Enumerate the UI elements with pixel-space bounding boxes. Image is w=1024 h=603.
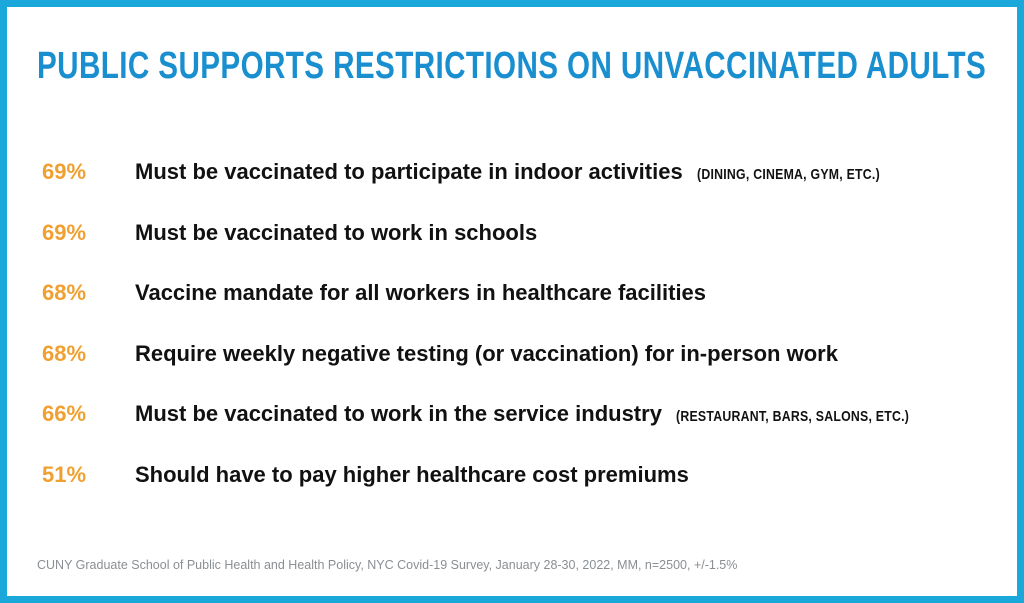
restriction-label [135,159,920,185]
restriction-text: Require weekly negative testing (or vaccination) for in-person work [135,340,838,366]
restriction-label [135,220,537,246]
restriction-text: Should have to pay higher healthcare cost premiums [135,461,689,487]
restriction-text: Vaccine mandate for all workers in healthcare facilities [135,280,707,305]
restriction-label [135,341,838,367]
percent-value: 51% [42,461,87,487]
restriction-text: Must be vaccinated to work in schools [135,219,538,245]
restriction-label [135,462,689,488]
restriction-label [135,280,706,306]
percent-value: 68% [42,280,87,305]
infographic-frame [7,7,1017,596]
percent-value: 66% [42,401,87,426]
restriction-text: Must be vaccinated to work in the service industry [135,401,662,426]
source-note: CUNY Graduate School of Public Health and Health Policy, NYC Covid-19 Survey, January 28-30, 2022, MM, n=2500, +/-1.5% [37,558,738,572]
percent-value: 69% [42,159,87,184]
percent-value: 68% [42,340,87,366]
chart-title: PUBLIC SUPPORTS RESTRICTIONS ON UNVACCINATED ADULTS [37,45,987,87]
restriction-text: Must be vaccinated to participate in indoor activities [135,159,683,184]
percent-value: 69% [42,219,87,245]
restriction-note: (RESTAURANT, BARS, SALONS, ETC.) [675,408,910,425]
restriction-label [135,401,960,427]
restriction-note: (DINING, CINEMA, GYM, ETC.) [696,166,880,183]
